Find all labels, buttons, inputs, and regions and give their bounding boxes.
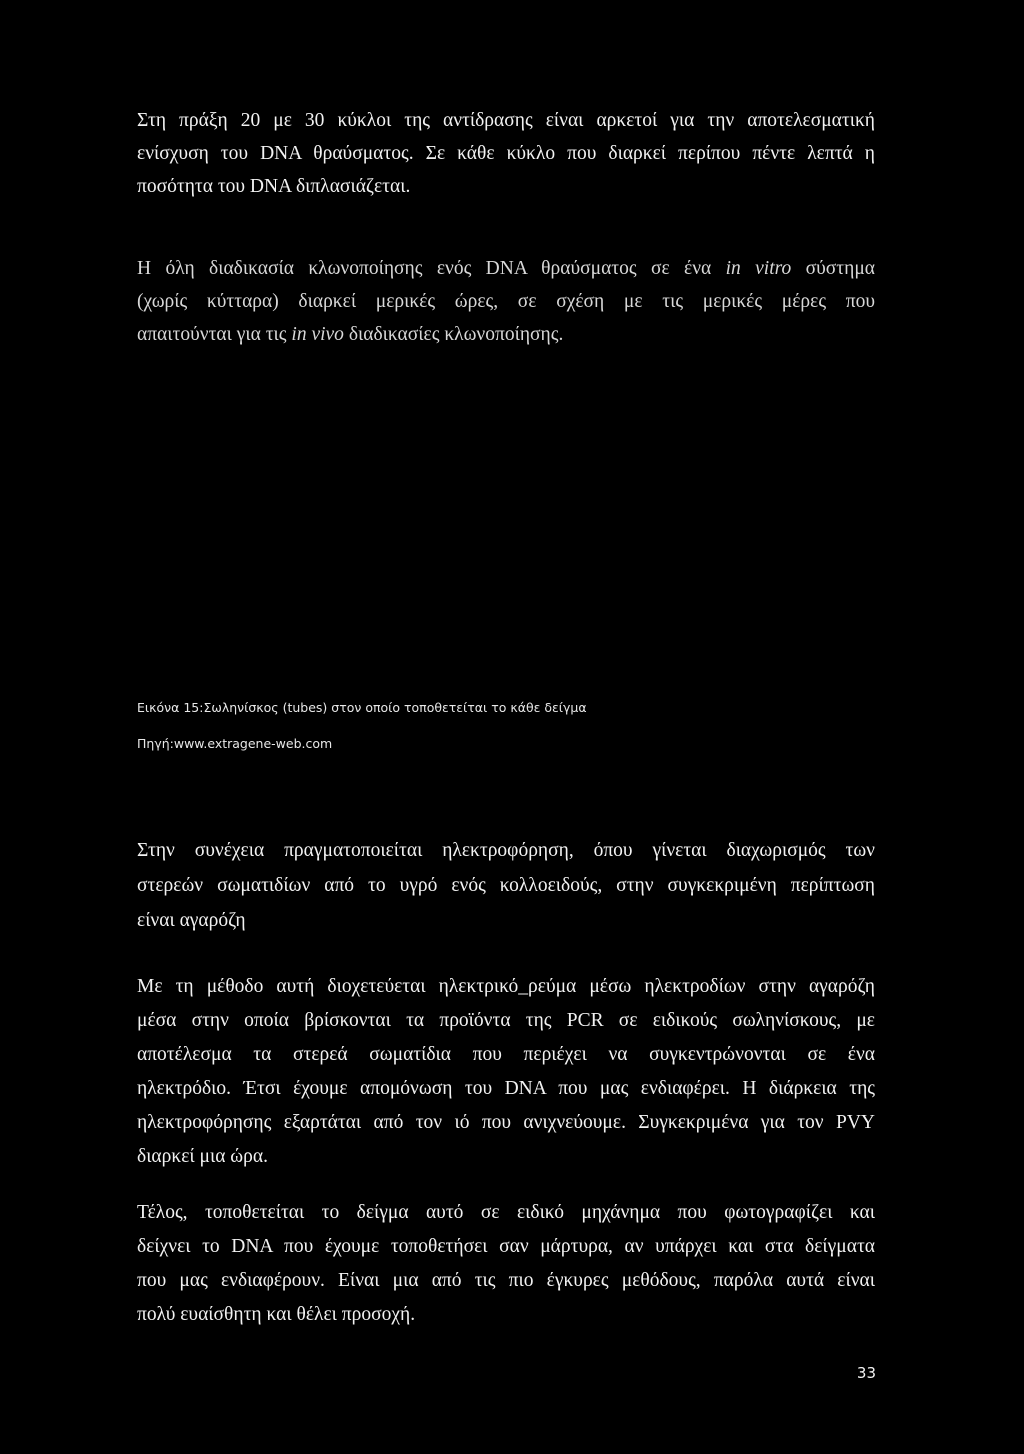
text-line: δείχνει το DNA που έχουμε τοποθετήσει σαν μάρτυρα, αν υπάρχει και στα δείγματα [137, 1236, 875, 1257]
text-line: ηλεκτροφόρησης εξαρτάται από τον ιό που ανιχνεύουμε. Συγκεκριμένα για τον PVY [137, 1112, 875, 1133]
figure-source: Πηγή:www.extragene-web.com [137, 736, 333, 751]
figure-caption: Εικόνα 15:Σωληνίσκος (tubes) στον οποίο τοποθετείται το κάθε δείγμα [137, 700, 587, 715]
text-line: (χωρίς κύτταρα) διαρκεί μερικές ώρες, σε σχέση με τις μερικές μέρες που [137, 291, 875, 312]
text-line: μέσα στην οποία βρίσκονται τα προϊόντα της PCR σε ειδικούς σωληνίσκους, με [137, 1010, 875, 1031]
paragraph-electrophoresis-method [137, 970, 875, 1174]
paragraph-pcr-cycles [137, 104, 875, 203]
text-line: Στη πράξη 20 με 30 κύκλοι της αντίδρασης είναι αρκετοί για την αποτελεσματική [137, 110, 875, 131]
text-line: Στην συνέχεια πραγματοποιείται ηλεκτροφόρηση, όπου γίνεται διαχωρισμός των [137, 840, 875, 861]
text-line [137, 252, 875, 285]
text-line: είναι αγαρόζη [137, 910, 246, 931]
paragraph-cloning-duration [137, 252, 875, 351]
text-line: ηλεκτρόδιο. Έτσι έχουμε απομόνωση του DNA που μας ενδιαφέρει. Η διάρκεια της [137, 1078, 875, 1099]
text-line: στερεών σωματιδίων από το υγρό ενός κολλοειδούς, στην συγκεκριμένη περίπτωση [137, 875, 875, 896]
italic-term: in vitro [725, 258, 792, 279]
text-line: διαρκεί μια ώρα. [137, 1146, 268, 1167]
text-fragment: Η όλη διαδικασία κλωνοποίησης ενός DNA θραύσματος σε ένα [137, 258, 726, 279]
text-line: αποτέλεσμα τα στερεά σωματίδια που περιέχει να συγκεντρώνονται σε ένα [137, 1044, 875, 1065]
italic-term: in vivo [291, 324, 344, 345]
text-line: πολύ ευαίσθητη και θέλει προσοχή. [137, 1304, 416, 1325]
text-fragment: απαιτούνται για τις [137, 324, 292, 345]
page-number: 33 [856, 1364, 876, 1382]
text-line: Τέλος, τοποθετείται το δείγμα αυτό σε ειδικό μηχάνημα που φωτογραφίζει και [137, 1202, 875, 1223]
paragraph-electrophoresis-intro [137, 833, 875, 938]
text-line: ενίσχυση του DNA θραύσματος. Σε κάθε κύκλο που διαρκεί περίπου πέντε λεπτά η [137, 143, 875, 164]
text-fragment: σύστημα [791, 258, 876, 279]
text-line: Με τη μέθοδο αυτή διοχετεύεται ηλεκτρικό_ρεύμα μέσω ηλεκτροδίων στην αγαρόζη [137, 976, 875, 997]
paragraph-final-step [137, 1196, 875, 1332]
text-fragment: διαδικασίες κλωνοποίησης. [343, 324, 564, 345]
text-line: ποσότητα του DNA διπλασιάζεται. [137, 176, 411, 197]
text-line: που μας ενδιαφέρουν. Είναι μια από τις πιο έγκυρες μεθόδους, παρόλα αυτά είναι [137, 1270, 875, 1291]
text-line [137, 318, 875, 351]
